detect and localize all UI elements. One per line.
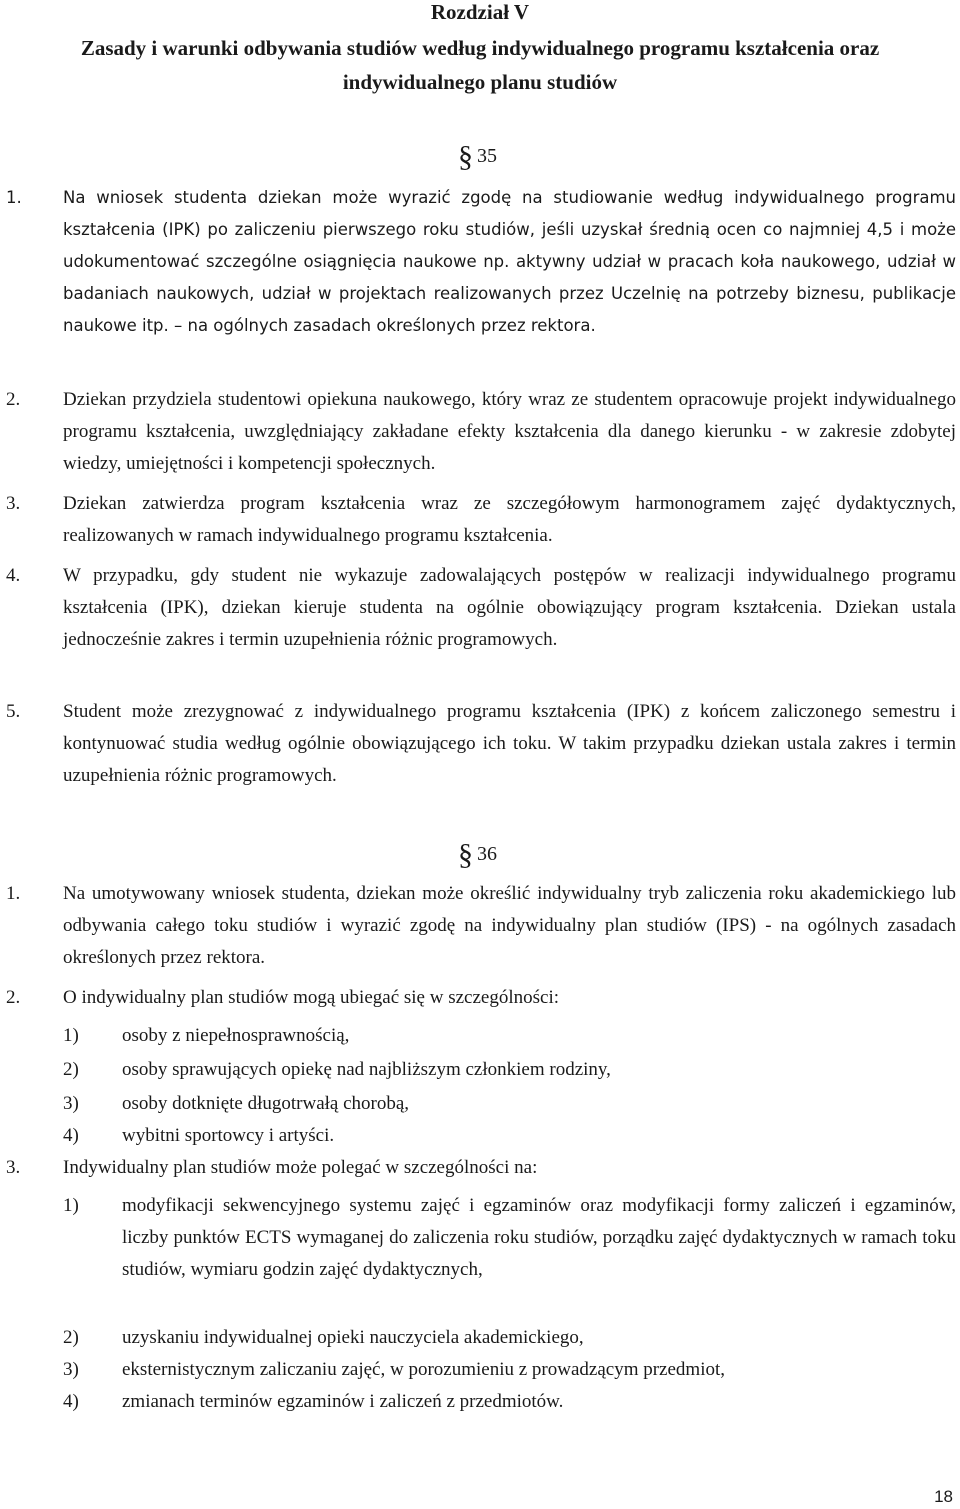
section-35-marker — [458, 140, 497, 173]
item-number: 2. — [6, 987, 21, 1008]
chapter-title-line-2: indywidualnego planu studiów — [342, 70, 618, 94]
item-number: 2. — [6, 389, 21, 410]
section-number: 35 — [477, 145, 497, 167]
item-number: 1. — [6, 188, 22, 207]
subitem-number: 4) — [63, 1391, 79, 1412]
section-symbol: § — [458, 140, 473, 173]
chapter-heading: Rozdział V — [430, 0, 530, 24]
subitem-number: 1) — [63, 1025, 79, 1046]
subitem-number: 1) — [63, 1195, 79, 1216]
subitem-text: uzyskaniu indywidualnej opieki nauczyciela akademickiego, — [122, 1327, 584, 1348]
subitem-text: osoby sprawujących opiekę nad najbliższym członkiem rodziny, — [122, 1059, 611, 1080]
item-text: Na wniosek studenta dziekan może wyrazić zgodę na studiowanie według indywidualnego programu kształcenia (IPK) po zaliczeniu pierwszego roku studiów, jeśli uzyskał średnią ocen co najmniej 4,5 i może udokumentować szczególne osiągnięcia naukowe np. aktywny udział w pracach koła naukowego, udział w badaniach naukowych, udział w projektach realizowanych przez Uczelnię na potrzeby biznesu, publikacje naukowe itp. – na ogólnych zasadach określonych przez rektora. — [63, 188, 956, 335]
subitem-text: eksternistycznym zaliczaniu zajęć, w porozumieniu z prowadzącym przedmiot, — [122, 1359, 725, 1380]
subitem-number: 2) — [63, 1059, 79, 1080]
item-text: W przypadku, gdy student nie wykazuje zadowalających postępów w realizacji indywidualnego programu kształcenia (IPK), dziekan kieruje studenta na ogólnie obowiązujący program kształcenia. Dziekan ustala jednocześnie zakres i termin uzupełnienia różnic programowych. — [63, 565, 956, 650]
subitem-number: 4) — [63, 1125, 79, 1146]
item-text: Student może zrezygnować z indywidualnego programu kształcenia (IPK) z końcem zaliczonego semestru i kontynuować studia według ogólnie obowiązującego ich toku. W takim przypadku dziekan ustala zakres i termin uzupełnienia różnic programowych. — [63, 701, 956, 786]
subitem-text: modyfikacji sekwencyjnego systemu zajęć i egzaminów oraz modyfikacji formy zaliczeń i egzaminów, liczby punktów ECTS wymaganej do zaliczenia roku studiów, porządku zajęć dydaktycznych w ramach toku studiów, wymiaru godzin zajęć dydaktycznych, — [122, 1195, 956, 1280]
section-number: 36 — [477, 843, 497, 865]
section-symbol: § — [458, 838, 473, 871]
page-number: 18 — [934, 1487, 953, 1506]
section-36-marker — [458, 838, 497, 871]
subitem-number: 3) — [63, 1093, 79, 1114]
item-number: 3. — [6, 493, 21, 514]
item-text: Indywidualny plan studiów może polegać w szczególności na: — [63, 1157, 538, 1178]
item-number: 4. — [6, 565, 21, 586]
item-text: O indywidualny plan studiów mogą ubiegać się w szczególności: — [63, 987, 560, 1008]
item-number: 1. — [6, 883, 21, 904]
item-text: Dziekan przydziela studentowi opiekuna naukowego, który wraz ze studentem opracowuje projekt indywidualnego programu kształcenia, uwzględniający zakładane efekty kształcenia dla danego kierunku - w zakresie zdobytej wiedzy, umiejętności i kompetencji społecznych. — [63, 389, 956, 474]
item-text: Na umotywowany wniosek studenta, dziekan może określić indywidualny tryb zaliczenia roku akademickiego lub odbywania całego toku studiów i wyrazić zgodę na indywidualny plan studiów (IPS) - na ogólnych zasadach określonych przez rektora. — [63, 883, 956, 968]
subitem-text: osoby dotknięte długotrwałą chorobą, — [122, 1093, 410, 1114]
subitem-text: wybitni sportowcy i artyści. — [122, 1125, 335, 1146]
item-number: 3. — [6, 1157, 21, 1178]
item-number: 5. — [6, 701, 21, 722]
subitem-number: 2) — [63, 1327, 79, 1348]
chapter-title-line-1: Zasady i warunki odbywania studiów według indywidualnego programu kształcenia oraz — [80, 36, 880, 60]
subitem-text: osoby z niepełnosprawnością, — [122, 1025, 350, 1046]
subitem-number: 3) — [63, 1359, 79, 1380]
item-text: Dziekan zatwierdza program kształcenia wraz ze szczegółowym harmonogramem zajęć dydaktycznych, realizowanych w ramach indywidualnego programu kształcenia. — [63, 493, 956, 546]
subitem-text: zmianach terminów egzaminów i zaliczeń z przedmiotów. — [122, 1391, 564, 1412]
